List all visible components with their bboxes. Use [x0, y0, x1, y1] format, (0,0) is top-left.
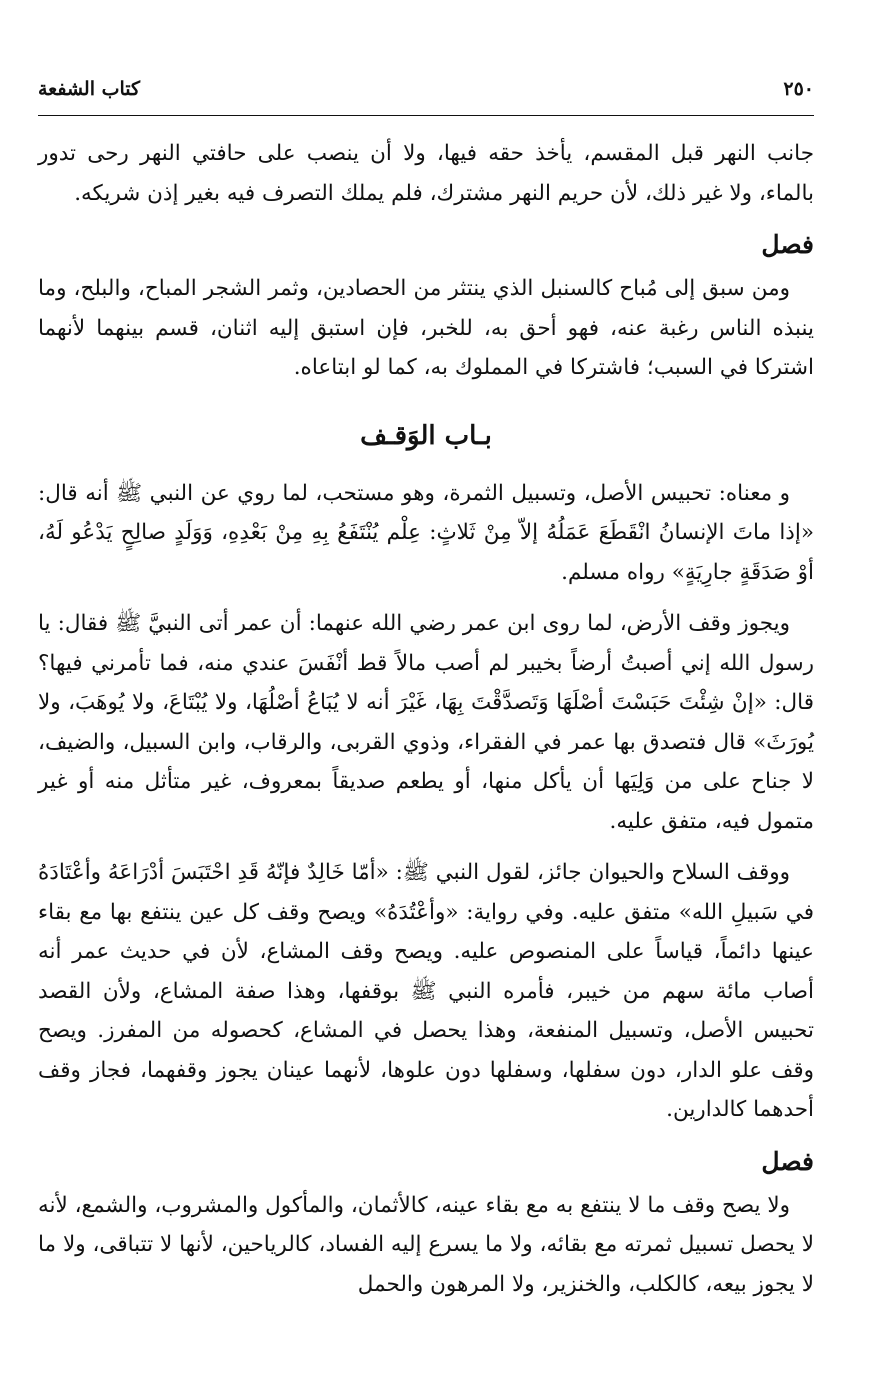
page-body — [38, 134, 814, 1304]
paragraph-invalid-waqf: ولا يصح وقف ما لا ينتفع به مع بقاء عينه، كالأثمان، والمأكول والمشروب، والشمع، لأنه لا يحصل تسبيل ثمرته مع بقائه، ولا ما يسرع إليه الفساد، كالرياحين، لأنها لا تتباقى، ولا ما لا يجوز بيعه، كالكلب، والخنزير، ولا المرهون والحمل — [38, 1192, 814, 1297]
paragraph-waqf-definition: و معناه: تحبيس الأصل، وتسبيل الثمرة، وهو مستحب، لما روي عن النبي ﷺ أنه قال: «إذا ماتَ الإنسانُ انْقَطَعَ عَمَلُهُ إلاّ مِنْ ثَلاثٍ: عِلْم يُنْتَفَعُ بِهِ مِنْ بَعْدِهِ، وَوَلَدٍ صالِحٍ يَدْعُو لَهُ، أوْ صَدَقَةٍ جارِيَةٍ» رواه مسلم. — [38, 480, 814, 585]
paragraph-mubah: ومن سبق إلى مُباح كالسنبل الذي ينتثر من الحصادين، وثمر الشجر المباح، والبلح، وما ينبذه الناس رغبة عنه، فهو أحق به، للخبر، فإن استبق إليه اثنان، قسم بينهما لأنهما اشتركا في السبب؛ فاشتركا في المملوك به، كما لو ابتاعاه. — [38, 276, 814, 380]
paragraph-continuation: جانب النهر قبل المقسم، يأخذ حقه فيها، ولا أن ينصب على حافتي النهر رحى تدور بالماء، ولا غير ذلك، لأن حريم النهر مشترك، فلم يملك التصرف فيه بغير إذن شريكه. — [38, 141, 814, 206]
header-rule — [38, 115, 814, 116]
running-title: كتاب الشفعة — [38, 78, 141, 100]
book-page — [38, 0, 814, 1373]
running-header — [38, 72, 814, 106]
section-heading-fasl: فصل — [761, 230, 814, 259]
paragraph-waqf-weapons: ووقف السلاح والحيوان جائز، لقول النبي ﷺ: «أمّا خَالِدٌ فإنّهُ قَدِ احْتَبَسَ أدْرَاعَهُ وأعْتَادَهُ في سَبيلِ الله» متفق عليه. وفي رواية: «وأعْتُدَهُ» ويصح وقف كل عين ينتفع بها مع بقاء عينها دائماً، قياساً على المنصوص عليه. ويصح وقف المشاع، لأن في حديث عمر أنه أصاب مائة سهم من خيبر، فأمره النبي ﷺ بوقفها، وهذا صفة المشاع، ولأن القصد تحبيس الأصل، وتسبيل المنفعة، وهذا يحصل في المشاع، كحصوله من المفرز. ويصح وقف علو الدار، دون سفلها، وسفلها دون علوها، لأنهما عينان يجوز وقفهما، فجاز وقف أحدهما كالدارين. — [38, 860, 814, 1122]
chapter-heading-waqf: بـاب الوَقـف — [360, 420, 492, 451]
paragraph-waqf-land: ويجوز وقف الأرض، لما روى ابن عمر رضي الله عنهما: أن عمر أتى النبيَّ ﷺ فقال: يا رسول الله إني أصبتُ أرضاً بخيبر لم أصب مالاً قط أنْفَسَ عندي منه، فما تأمرني فيها؟ قال: «إنْ شِئْتَ حَبَسْتَ أصْلَهَا وَتَصدَّقْتَ بِهَا، غَيْرَ أنه لا يُبَاعُ أصْلُهَا، ولا يُبْتَاعَ، ولا يُوهَبَ، ولا يُورَثَ» قال فتصدق بها عمر في الفقراء، وذوي القربى، والرقاب، وابن السبيل، والضيف، لا جناح على من وَلِيَها أن يأكل منها، أو يطعم صديقاً بمعروف، غير متأثل منه أو غير متمول فيه، متفق عليه. — [38, 611, 814, 834]
section-heading-fasl-2: فصل — [761, 1146, 814, 1176]
page-number: ٢٥٠ — [783, 78, 814, 100]
